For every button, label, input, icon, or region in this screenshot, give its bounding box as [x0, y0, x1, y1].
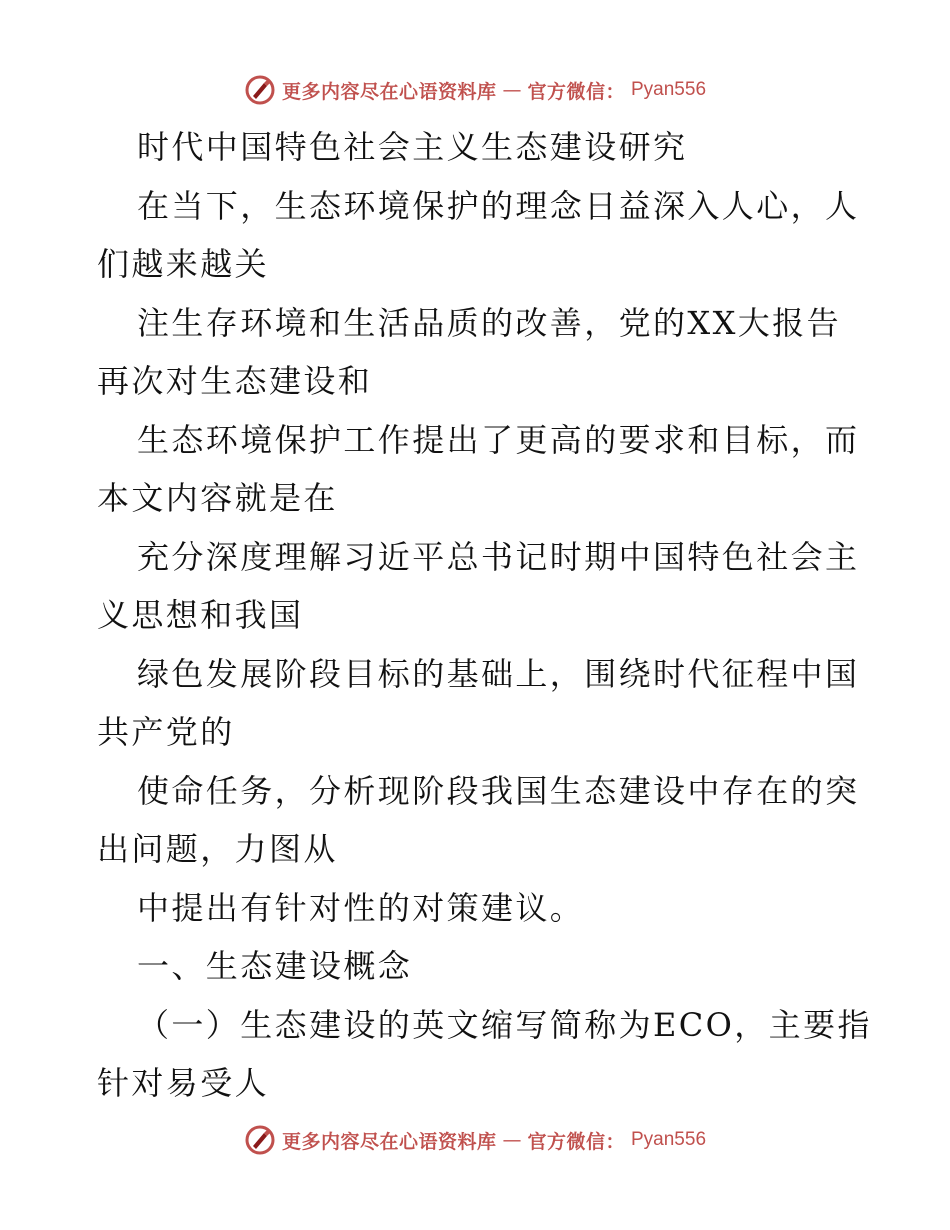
document-body [97, 118, 872, 1113]
paragraph-line: 在当下，生态环境保护的理念日益深入人心，人 [137, 186, 860, 225]
paragraph-line: （一）生态建设的英文缩写简称为ECO，主要指 [137, 1005, 872, 1044]
paragraph-line: 充分深度理解习近平总书记时期中国特色社会主 [137, 537, 860, 576]
paragraph-line: 绿色发展阶段目标的基础上，围绕时代征程中国 [137, 654, 860, 693]
paragraph-line: 时代中国特色社会主义生态建设研究 [137, 128, 688, 166]
paragraph-line: 使命任务，分析现阶段我国生态建设中存在的突 [137, 771, 860, 810]
watermark-label: 更多内容尽在心语资料库 [281, 80, 497, 103]
pen-circle-logo-icon [244, 74, 276, 106]
paragraph-line: 生态环境保护工作提出了更高的要求和目标，而 [137, 420, 860, 459]
header-watermark [0, 70, 950, 110]
watermark-suffix: 官方微信： [527, 1130, 625, 1153]
watermark-id: Pyan556 [631, 1129, 707, 1150]
paragraph-line: 再次对生态建设和 [97, 362, 373, 400]
watermark-dash: — [502, 1129, 522, 1151]
paragraph-line: 出问题，力图从 [97, 830, 338, 868]
watermark-dash: — [502, 79, 522, 101]
paragraph-line: 针对易受人 [97, 1064, 270, 1102]
paragraph-line: 义思想和我国 [97, 596, 304, 634]
paragraph-line: 本文内容就是在 [97, 479, 338, 517]
paragraph-line: 共产党的 [97, 713, 235, 751]
paragraph-line: 中提出有针对性的对策建议。 [137, 888, 585, 927]
pen-circle-logo-icon [244, 1124, 276, 1156]
paragraph-line: 一、生态建设概念 [137, 947, 413, 985]
footer-watermark [0, 1120, 950, 1160]
watermark-label: 更多内容尽在心语资料库 [281, 1130, 497, 1153]
paragraph-line: 注生存环境和生活品质的改善，党的XX大报告 [137, 303, 841, 342]
watermark-id: Pyan556 [631, 79, 707, 100]
paragraph-line: 们越来越关 [97, 245, 270, 283]
watermark-suffix: 官方微信： [527, 80, 625, 103]
